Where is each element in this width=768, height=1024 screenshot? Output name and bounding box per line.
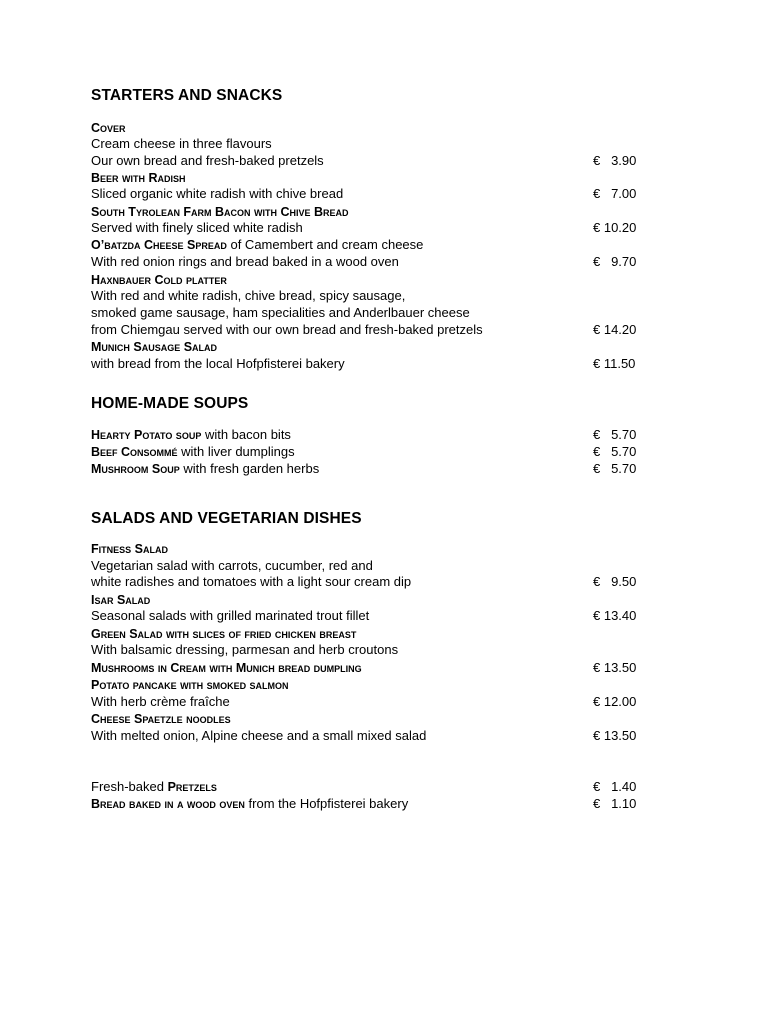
item-description: with bread from the local Hofpfisterei bakery [91,356,345,371]
item-name: Green Salad with slices of fried chicken breast [91,627,357,641]
item-name: Mushroom Soup [91,462,180,476]
item-description: with fresh garden herbs [179,461,320,476]
item-name: O’batzda Cheese Spread [91,238,227,252]
item-name-suffix: of Camembert and cream cheese [226,237,424,252]
item-name: Cheese Spaetzle noodles [91,712,231,726]
section-heading-starters: STARTERS AND SNACKS [91,87,283,104]
item-price: € 9.50 [593,574,637,589]
item-name-fitness-salad [91,540,561,558]
section-heading-soups: HOME-MADE SOUPS [91,395,249,412]
item-description: Served with finely sliced white radish [91,220,303,235]
item-name: Fitness Salad [91,542,168,556]
item-name-potato-pancake [91,676,561,694]
item-price: € 11.50 [593,356,636,371]
item-line-beef-consomme [91,443,561,461]
item-name-sausage-salad [91,338,561,356]
item-price: € 9.70 [593,254,637,269]
item-line-bread [91,795,561,813]
item-description: from Chiemgau served with our own bread and fresh-baked pretzels [91,322,483,337]
item-price: € 3.90 [593,153,637,168]
item-price: € 13.50 [593,728,637,743]
item-name: Beer with Radish [91,171,186,185]
item-description: with liver dumplings [177,444,295,459]
item-name: Pretzels [167,780,217,794]
item-description: Our own bread and fresh-baked pretzels [91,153,324,168]
item-description: Sliced organic white radish with chive bread [91,186,344,201]
item-price: € 5.70 [593,444,637,459]
item-price: € 13.50 [593,660,637,675]
item-description: With herb crème fraîche [91,694,230,709]
item-price: € 5.70 [593,461,637,476]
item-name: Hearty Potato soup [91,428,202,442]
item-name: Haxnbauer Cold platter [91,273,227,287]
item-price: € 7.00 [593,186,637,201]
item-line-mushroom-soup [91,460,561,478]
item-description: With red and white radish, chive bread, spicy sausage, [91,288,406,303]
item-description: with bacon bits [201,427,291,442]
item-name: Munich Sausage Salad [91,340,218,354]
item-name: Potato pancake with smoked salmon [91,678,289,692]
item-description: With red onion rings and bread baked in a wood oven [91,254,399,269]
item-name: Mushrooms in Cream with Munich bread dumpling [91,661,362,675]
item-name: South Tyrolean Farm Bacon with Chive Bread [91,205,349,219]
item-description: Cream cheese in three flavours [91,136,272,151]
item-price: € 1.10 [593,796,637,811]
item-prefix: Fresh-baked [91,779,168,794]
item-name: Beef Consommé [91,445,178,459]
item-description: With melted onion, Alpine cheese and a small mixed salad [91,728,427,743]
item-name: Bread baked in a wood oven [91,797,245,811]
item-description: white radishes and tomatoes with a light sour cream dip [91,574,412,589]
item-name: Cover [91,121,126,135]
item-description: Vegetarian salad with carrots, cucumber, red and [91,558,373,573]
section-heading-salads: SALADS AND VEGETARIAN DISHES [91,510,362,527]
item-line-potato-soup [91,426,561,444]
item-name: Isar Salad [91,593,151,607]
item-price: € 5.70 [593,427,637,442]
item-description: With balsamic dressing, parmesan and herb croutons [91,642,399,657]
item-price: € 12.00 [593,694,637,709]
item-description: from the Hofpfisterei bakery [244,796,409,811]
item-price: € 10.20 [593,220,637,235]
item-description: Seasonal salads with grilled marinated trout fillet [91,608,370,623]
item-price: € 13.40 [593,608,637,623]
item-name-obatzda [91,236,561,254]
item-line-pretzels [91,778,561,796]
item-price: € 14.20 [593,322,637,337]
item-price: € 1.40 [593,779,637,794]
item-description: smoked game sausage, ham specialities and Anderlbauer cheese [91,305,470,320]
item-name-mushrooms-in-cream [91,659,561,677]
item-name-cheese-spaetzle [91,710,561,728]
